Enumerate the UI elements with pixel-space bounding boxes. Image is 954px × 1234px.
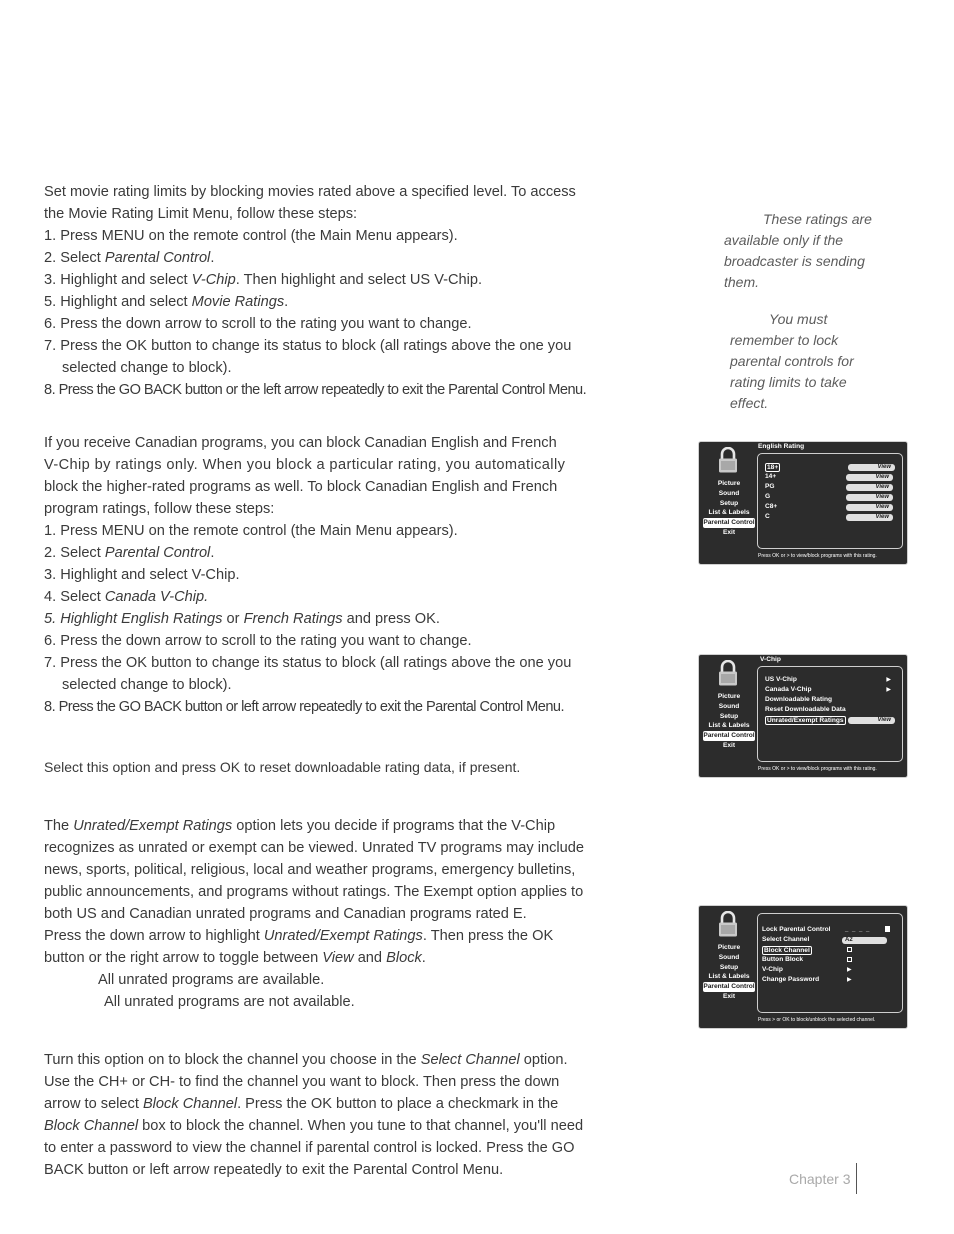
sidebar-item-exit[interactable]: Exit [722, 528, 736, 536]
text-line: Set movie rating limits by blocking movies rated above a specified level. To access [44, 184, 576, 200]
step-7: 7. Press the OK button to change its status to block (all ratings above the one you [44, 655, 572, 671]
sidebar-item-sound[interactable]: Sound [718, 702, 740, 710]
menu-item-unrated-exempt[interactable]: Unrated/Exempt Ratings View [765, 715, 893, 725]
text-line: If you receive Canadian programs, you can block Canadian English and French [44, 435, 557, 451]
text-line: block the higher-rated programs as well. To block Canadian English and French [44, 479, 558, 495]
rating-row-g[interactable]: G View [765, 492, 893, 502]
rating-row-c[interactable]: C View [765, 512, 893, 522]
padlock-icon [717, 447, 739, 474]
reset-description: Select this option and press OK to reset downloadable rating data, if present. [44, 759, 521, 775]
arrow-right-icon: ▶ [886, 677, 891, 683]
step-6: 6. Press the down arrow to scroll to the rating you want to change. [44, 633, 472, 649]
sidebar-item-parental-control[interactable]: Parental Control [703, 519, 755, 527]
vchip-screenshot [698, 654, 908, 778]
text-line: Press the down arrow to highlight Unrated/Exempt Ratings. Then press the OK [44, 928, 554, 944]
text-line: Turn this option on to block the channel you choose in the Select Channel option. [44, 1052, 568, 1068]
menu-sidebar [703, 943, 755, 1002]
text-line: to enter a password to view the channel if parental control is locked. Press the GO [44, 1140, 575, 1156]
sidebar-item-exit[interactable]: Exit [722, 992, 736, 1000]
sidebar-item-list-labels[interactable]: List & Labels [708, 973, 750, 981]
step-1: 1. Press MENU on the remote control (the Main Menu appears). [44, 228, 458, 244]
side-note-lock: You must remember to lock parental controls for rating limits to take effect. [730, 311, 854, 411]
chapter-label: Chapter 3 [789, 1171, 851, 1187]
text-line: The Unrated/Exempt Ratings option lets you decide if programs that the V-Chip [44, 818, 556, 834]
view-toggle[interactable]: View [846, 504, 893, 511]
block-channel-checkbox[interactable] [847, 947, 852, 952]
sidebar-item-parental-control[interactable]: Parental Control [703, 732, 755, 740]
padlock-icon [717, 911, 739, 938]
text-line: recognizes as unrated or exempt can be viewed. Unrated TV programs may include [44, 840, 584, 856]
step-6: 6. Press the down arrow to scroll to the rating you want to change. [44, 316, 472, 332]
panel-title: English Rating [758, 443, 805, 450]
menu-sidebar [703, 479, 755, 538]
text-line: Block Channel box to block the channel. When you tune to that channel, you'll need [44, 1118, 584, 1134]
text-line: BACK button or left arrow repeatedly to exit the Parental Control Menu. [44, 1162, 504, 1178]
rating-panel [757, 453, 903, 549]
menu-item-lock-parental[interactable]: Lock Parental Control _ _ _ _ [762, 925, 894, 935]
menu-item-downloadable-rating[interactable]: Downloadable Rating [765, 696, 833, 703]
menu-item-button-block[interactable]: Button Block [762, 955, 894, 965]
rating-row-pg[interactable]: PG View [765, 482, 893, 492]
text-line: public announcements, and programs without ratings. The Exempt option applies to [44, 884, 584, 900]
chapter-divider [856, 1163, 857, 1194]
menu-item-vchip[interactable]: V-Chip ▶ [762, 966, 852, 973]
text-line: news, sports, political, religious, local and weather programs, emergency bulletins, [44, 862, 576, 878]
movie-rating-section [44, 181, 589, 401]
text-line: arrow to select Block Channel. Press the OK button to place a checkmark in the [44, 1096, 559, 1112]
side-note-ratings: These ratings are available only if the broadcaster is sending them. [724, 211, 872, 290]
unrated-section [44, 815, 589, 1013]
view-toggle[interactable]: View [848, 717, 895, 724]
rating-row-14plus[interactable]: 14+ View [765, 472, 893, 482]
parental-control-screenshot [698, 905, 908, 1029]
password-field[interactable]: _ _ _ _ [845, 926, 871, 933]
sidebar-item-list-labels[interactable]: List & Labels [708, 509, 750, 517]
step-5: 5. Highlight and select Movie Ratings. [44, 294, 289, 310]
text-line: program ratings, follow these steps: [44, 501, 275, 517]
sidebar-item-setup[interactable]: Setup [719, 712, 739, 720]
text-line: the Movie Rating Limit Menu, follow these steps: [44, 206, 358, 222]
canada-rating-section [44, 432, 589, 718]
sidebar-item-list-labels[interactable]: List & Labels [708, 722, 750, 730]
panel-footer-hint: Press > or OK to block/unblock the selected channel. [758, 1017, 876, 1023]
menu-item-change-password[interactable]: Change Password ▶ [762, 976, 852, 983]
step-2: 2. Select Parental Control. [44, 250, 215, 266]
view-toggle[interactable]: View [846, 474, 893, 481]
block-option-desc: All unrated programs are not available. [104, 994, 355, 1010]
block-channel-section [44, 1049, 589, 1181]
panel-footer-hint: Press OK or > to view/block programs with this rating. [758, 553, 877, 559]
step-2: 2. Select Parental Control. [44, 545, 215, 561]
step-4: 4. Select Canada V-Chip. [44, 589, 209, 605]
channel-field[interactable]: A2 [842, 937, 887, 944]
rating-row-c8plus[interactable]: C8+ View [765, 502, 893, 512]
arrow-right-icon: ▶ [886, 687, 891, 693]
menu-item-canada-vchip[interactable]: Canada V-Chip ▶ [765, 686, 891, 693]
parental-panel [757, 913, 903, 1013]
view-toggle[interactable]: View [846, 514, 893, 521]
menu-item-reset-downloadable[interactable]: Reset Downloadable Data [765, 706, 846, 713]
menu-sidebar [703, 692, 755, 751]
sidebar-item-picture[interactable]: Picture [717, 480, 741, 487]
arrow-right-icon: ▶ [847, 977, 852, 983]
text-line: both US and Canadian unrated programs and Canadian programs rated E. [44, 906, 527, 922]
sidebar-item-setup[interactable]: Setup [719, 499, 739, 507]
menu-item-block-channel[interactable]: Block Channel [762, 945, 894, 955]
step-7-cont: selected change to block). [62, 360, 232, 376]
sidebar-item-sound[interactable]: Sound [718, 953, 740, 961]
view-toggle[interactable]: View [846, 484, 893, 491]
vchip-panel [757, 666, 903, 762]
arrow-right-icon: ▶ [847, 967, 852, 973]
panel-footer-hint: Press OK or > to view/block programs with this rating. [758, 766, 877, 772]
menu-item-us-vchip[interactable]: US V-Chip ▶ [765, 676, 891, 683]
step-3: 3. Highlight and select V-Chip. [44, 567, 240, 583]
step-8: 8. Press the GO BACK button or the left arrow repeatedly to exit the Parental Control Menu. [44, 382, 587, 398]
step-1: 1. Press MENU on the remote control (the Main Menu appears). [44, 523, 458, 539]
sidebar-item-parental-control[interactable]: Parental Control [703, 983, 755, 991]
sidebar-item-setup[interactable]: Setup [719, 963, 739, 971]
step-5: 5. Highlight English Ratings or French Ratings and press OK. [44, 611, 440, 627]
panel-title: V-Chip [760, 656, 781, 663]
rating-row-18plus[interactable]: 18+ View [765, 462, 893, 472]
button-block-checkbox[interactable] [847, 957, 852, 962]
english-rating-screenshot [698, 441, 908, 565]
view-toggle[interactable]: View [846, 494, 893, 501]
sidebar-item-sound[interactable]: Sound [718, 489, 740, 497]
step-7-cont: selected change to block). [62, 677, 232, 693]
lock-toggle-icon [885, 926, 890, 932]
text-line: V-Chip by ratings only. When you block a particular rating, you automatically [44, 457, 566, 473]
text-line: button or the right arrow to toggle between View and Block. [44, 950, 426, 966]
step-3: 3. Highlight and select V-Chip. Then highlight and select US V-Chip. [44, 272, 483, 288]
step-7: 7. Press the OK button to change its status to block (all ratings above the one you [44, 338, 572, 354]
text-line: Use the CH+ or CH- to find the channel you want to block. Then press the down [44, 1074, 560, 1090]
view-option-desc: All unrated programs are available. [98, 972, 325, 988]
view-toggle[interactable]: View [848, 464, 895, 471]
sidebar-item-exit[interactable]: Exit [722, 741, 736, 749]
padlock-icon [717, 660, 739, 687]
sidebar-item-picture[interactable]: Picture [717, 693, 741, 700]
step-8: 8. Press the GO BACK button or left arrow repeatedly to exit the Parental Control Menu. [44, 699, 564, 715]
menu-item-select-channel[interactable]: Select Channel A2 [762, 935, 894, 945]
sidebar-item-picture[interactable]: Picture [717, 944, 741, 951]
